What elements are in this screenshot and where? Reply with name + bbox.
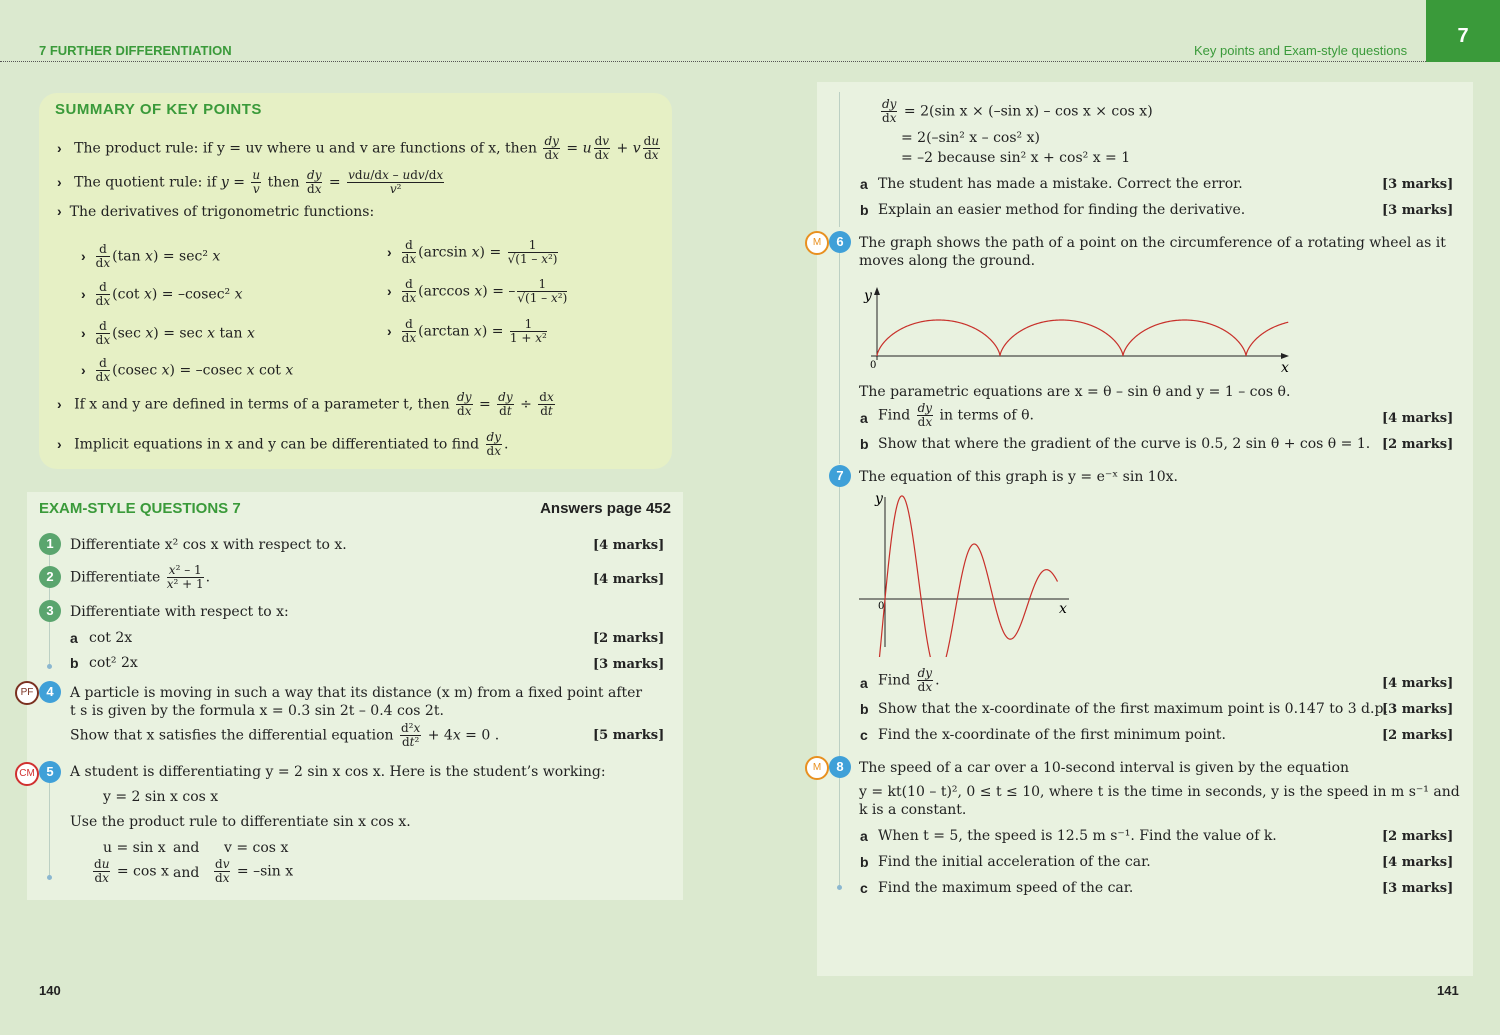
q7c-marks: [2 marks] (1382, 728, 1454, 743)
q5-and1: and (173, 840, 200, 856)
m-tag-q8: M (805, 756, 829, 780)
exam-title: EXAM-STYLE QUESTIONS 7 (39, 500, 241, 517)
product-rule: › The product rule: if y = uv where u and v are functions of x, then $\frac{dy}{dx}$ = u $\frac{dv}{dx}$ + v $\frac{du}{dx}$ (57, 135, 662, 162)
q7b-letter: b (860, 701, 869, 717)
q6-connector (839, 252, 840, 464)
q8a-marks: [2 marks] (1382, 829, 1454, 844)
q5a-text: The student has made a mistake. Correct the error. (878, 176, 1243, 192)
q5-continue-connector (839, 92, 840, 227)
cycloid-origin-label: 0 (870, 360, 877, 371)
q4-line3: Show that x satisfies the differential equation $\frac{\text{d²x}}{\text{dt²}}$ + 4x = 0 . (70, 721, 500, 749)
q7a-marks: [4 marks] (1382, 676, 1454, 691)
q5a-marks: [3 marks] (1382, 177, 1454, 192)
q4-line1: A particle is moving in such a way that its distance (x m) from a fixed point after (70, 685, 643, 701)
q3b-letter: b (70, 655, 79, 671)
q2-marks: [4 marks] (593, 572, 665, 587)
q6-line3: The parametric equations are x = θ – sin θ and y = 1 – cos θ. (859, 384, 1291, 400)
q5a-letter: a (860, 176, 868, 192)
q5-connector (49, 778, 50, 878)
cycloid-graph (857, 282, 1297, 377)
q8a-text: When t = 5, the speed is 12.5 m s⁻¹. Find the value of k. (878, 828, 1277, 844)
quotient-rule: › The quotient rule: if y = $\frac{u}{v}$ then $\frac{dy}{dx}$ = $\frac{\text{vdu/dx – udv/dx}}{\text{v²}}$ (57, 169, 446, 196)
q7c-letter: c (860, 727, 868, 743)
q3a-letter: a (70, 630, 78, 646)
q5-line1: A student is differentiating y = 2 sin x cos x. Here is the student’s working: (70, 764, 606, 780)
pf-tag: PF (15, 681, 39, 705)
question-number-6: 6 (829, 231, 851, 253)
q5b-text: Explain an easier method for finding the derivative. (878, 202, 1246, 218)
q7a-letter: a (860, 675, 868, 691)
q4-line2: t s is given by the formula x = 0.3 sin 2t – 0.4 cos 2t. (70, 703, 444, 719)
cycloid-y-label: y (864, 288, 872, 304)
q5b-letter: b (860, 202, 869, 218)
q5-du: $\frac{du}{dx}$ = cos x (94, 857, 169, 885)
m-tag-q6: M (805, 231, 829, 255)
cycloid-x-arrow (1281, 353, 1289, 359)
deriv-sec: › $\frac{d}{dx}$ (sec x) = sec x tan x (81, 320, 255, 347)
q3-text: Differentiate with respect to x: (70, 604, 289, 620)
q7-text: The equation of this graph is y = e⁻ˣ sin 10x. (859, 469, 1178, 485)
q6a-text: Find $\frac{dy}{dx}$ in terms of θ. (878, 401, 1034, 429)
trig-intro: › The derivatives of trigonometric functions: (57, 203, 374, 220)
q6a-marks: [4 marks] (1382, 411, 1454, 426)
q3b-text: cot² 2x (89, 655, 138, 671)
damped-x-label: x (1059, 601, 1067, 617)
q5-work-line1: $\frac{dy}{dx}$ = 2(sin x × (–sin x) – cos x × cos x) (882, 97, 1153, 125)
q1-marks: [4 marks] (593, 538, 665, 553)
q8b-marks: [4 marks] (1382, 855, 1454, 870)
q5b-marks: [3 marks] (1382, 203, 1454, 218)
q5-v: v = cos x (224, 840, 289, 856)
q8b-text: Find the initial acceleration of the car. (878, 854, 1151, 870)
damped-curve (879, 496, 1057, 657)
q5-end-dot (47, 875, 52, 880)
section-header: Key points and Exam-style questions (1194, 43, 1408, 58)
q6b-letter: b (860, 436, 869, 452)
q8-connector (839, 777, 840, 887)
q3b-marks: [3 marks] (593, 657, 665, 672)
q8-line3: k is a constant. (859, 802, 967, 818)
question-number-1: 1 (39, 533, 61, 555)
q8-end-dot (837, 885, 842, 890)
parametric-rule: › If x and y are defined in terms of a parameter t, then $\frac{dy}{dx}$ = $\frac{dy}{dt}$ ÷ $\frac{dx}{dt}$ (57, 391, 557, 418)
deriv-arccos: › $\frac{d}{dx}$ (arccos x) = – $\frac{1}{\text{√(1 – x²)}}$ (387, 278, 569, 305)
q8b-letter: b (860, 854, 869, 870)
cycloid-x-label: x (1281, 360, 1289, 376)
q2-text: Differentiate $\frac{\text{x² – 1}}{\text{x² + 1}}$ . (70, 563, 211, 591)
q5-u: u = sin x (103, 840, 166, 856)
question-number-3: 3 (39, 600, 61, 622)
chapter-tab: 7 (1426, 0, 1500, 62)
question-number-2: 2 (39, 566, 61, 588)
damped-origin-label: 0 (878, 601, 885, 612)
chapter-header: 7 FURTHER DIFFERENTIATION (39, 43, 232, 58)
q7b-marks: [3 marks] (1382, 702, 1454, 717)
damped-sine-graph (857, 487, 1077, 657)
implicit-rule: › Implicit equations in x and y can be differentiated to find $\frac{dy}{dx}$ . (57, 431, 508, 458)
q1-text: Differentiate x² cos x with respect to x. (70, 537, 347, 553)
q8c-marks: [3 marks] (1382, 881, 1454, 896)
q7-connector (839, 486, 840, 756)
cycloid-curve (877, 320, 1288, 356)
q6b-text: Show that where the gradient of the curve is 0.5, 2 sin θ + cos θ = 1. (878, 436, 1371, 452)
answers-reference: Answers page 452 (540, 500, 671, 517)
q5-line2: y = 2 sin x cos x (103, 789, 219, 805)
q6-line1: The graph shows the path of a point on the circumference of a rotating wheel as it (859, 235, 1446, 251)
q8c-text: Find the maximum speed of the car. (878, 880, 1134, 896)
q3a-text: cot 2x (89, 630, 133, 646)
question-number-5: 5 (39, 761, 61, 783)
q4-marks: [5 marks] (593, 728, 665, 743)
q7a-text: Find $\frac{dy}{dx}$ . (878, 666, 940, 694)
damped-y-label: y (875, 491, 883, 507)
question-number-7: 7 (829, 465, 851, 487)
page-number-left: 140 (39, 983, 61, 998)
q5-line3: Use the product rule to differentiate sin x cos x. (70, 814, 411, 830)
exam-questions-panel (19, 492, 683, 900)
q7b-text: Show that the x-coordinate of the first maximum point is 0.147 to 3 d.p. (878, 701, 1388, 717)
q8-line1: The speed of a car over a 10-second interval is given by the equation (859, 760, 1350, 776)
summary-title: SUMMARY OF KEY POINTS (55, 101, 262, 118)
q6b-marks: [2 marks] (1382, 437, 1454, 452)
q5-work-line2: = 2(–sin² x – cos² x) (901, 130, 1040, 146)
header-divider (0, 61, 1426, 62)
q8c-letter: c (860, 880, 868, 896)
cycloid-y-arrow (874, 287, 880, 295)
q6-line2: moves along the ground. (859, 253, 1036, 269)
deriv-cosec: › $\frac{d}{dx}$ (cosec x) = –cosec x cot x (81, 357, 293, 384)
page-number-right: 141 (1437, 983, 1459, 998)
deriv-arctan: › $\frac{d}{dx}$ (arctan x) = $\frac{1}{\text{1 + x²}}$ (387, 318, 549, 345)
q8-line2: y = kt(10 – t)², 0 ≤ t ≤ 10, where t is the time in seconds, y is the speed in m s⁻¹ and (859, 784, 1460, 800)
question-number-4: 4 (39, 681, 61, 703)
q7c-text: Find the x-coordinate of the first minimum point. (878, 727, 1226, 743)
q6a-letter: a (860, 410, 868, 426)
deriv-tan: › $\frac{d}{dx}$ (tan x) = sec² x (81, 243, 220, 270)
q8a-letter: a (860, 828, 868, 844)
question-number-8: 8 (829, 756, 851, 778)
q5-work-line3: = –2 because sin² x + cos² x = 1 (901, 150, 1131, 166)
q5-and2: and (173, 865, 200, 881)
summary-box (39, 93, 672, 469)
q3a-marks: [2 marks] (593, 631, 665, 646)
deriv-cot: › $\frac{d}{dx}$ (cot x) = –cosec² x (81, 281, 243, 308)
cm-tag: CM (15, 762, 39, 786)
deriv-arcsin: › $\frac{d}{dx}$ (arcsin x) = $\frac{1}{\text{√(1 – x²)}}$ (387, 239, 560, 266)
right-questions-panel (812, 82, 1473, 976)
q3-end-dot (47, 664, 52, 669)
q5-dv: $\frac{dv}{dx}$ = –sin x (215, 857, 294, 885)
